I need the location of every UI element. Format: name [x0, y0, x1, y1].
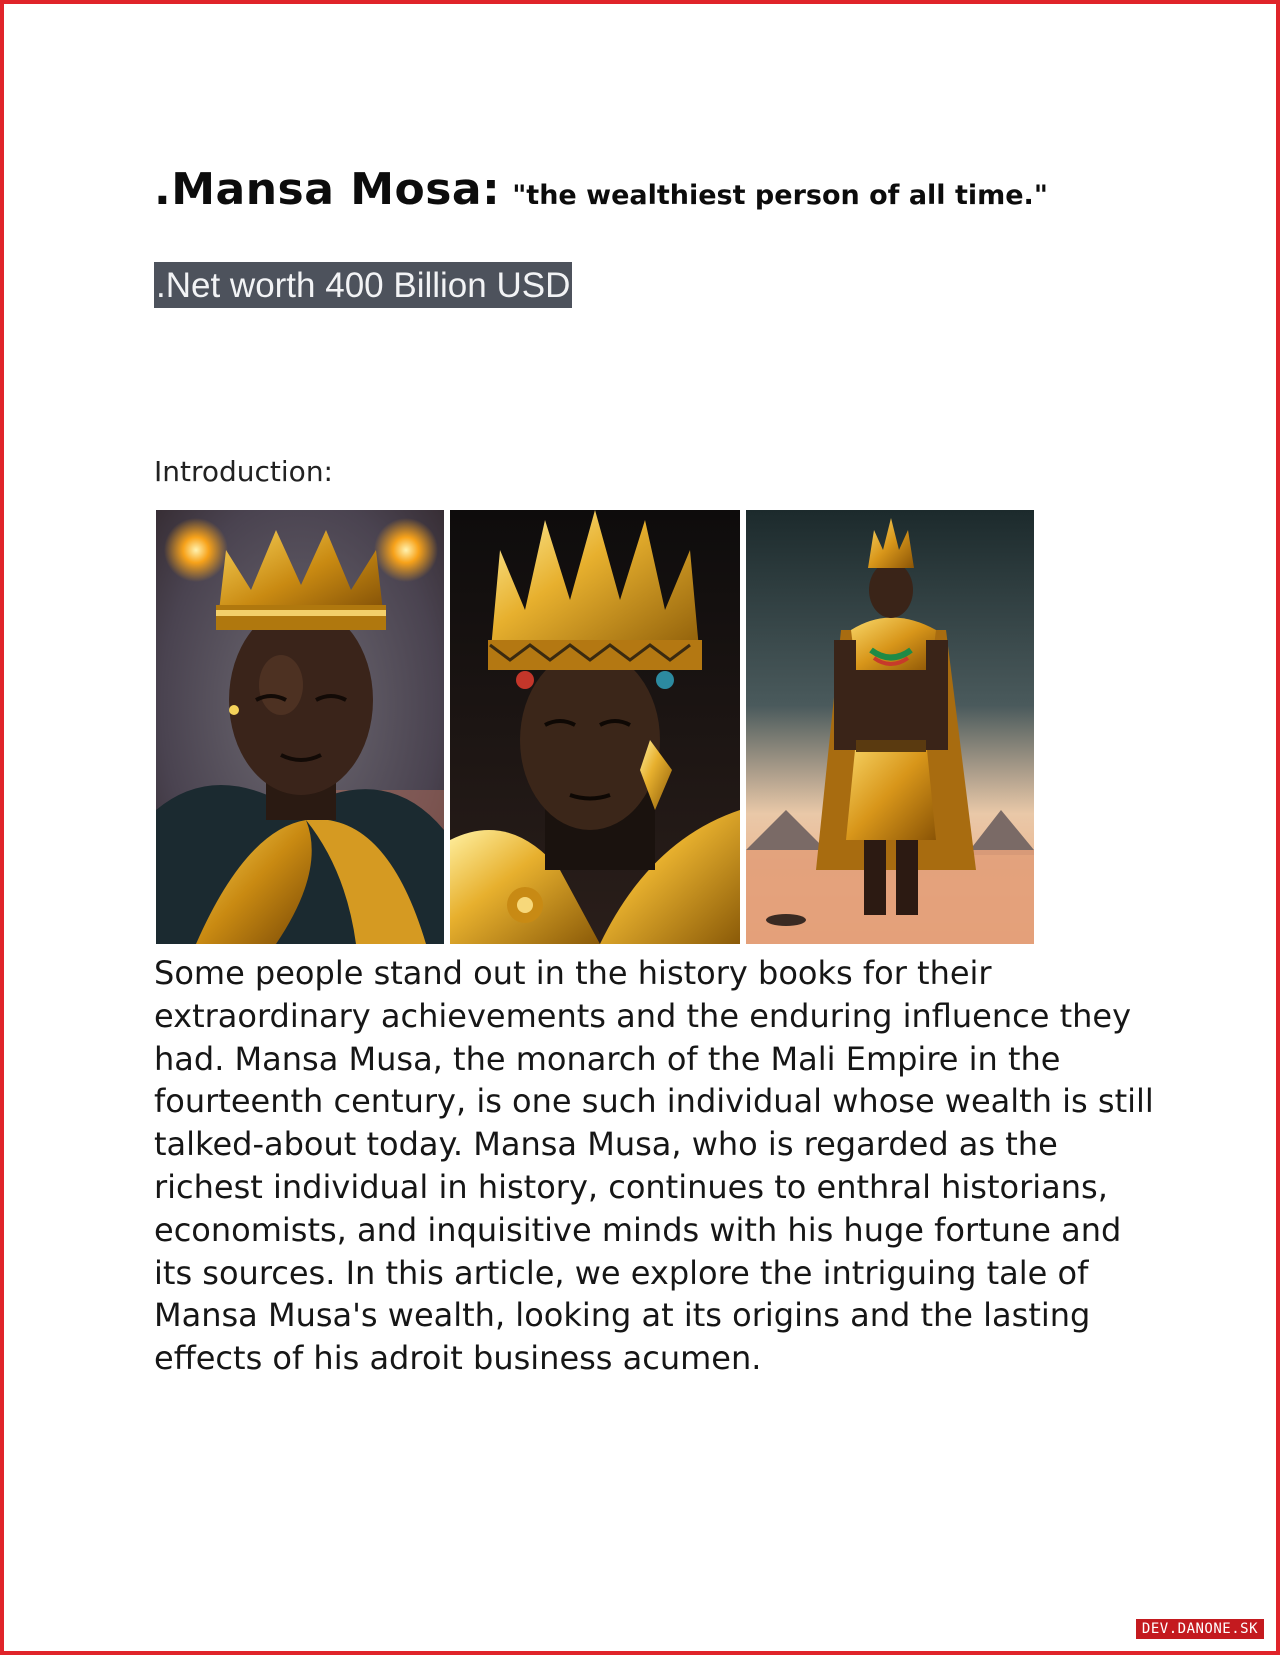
king-standing-desert-image — [746, 510, 1034, 944]
section-label: Introduction: — [154, 455, 333, 488]
crowned-king-portrait-image — [156, 510, 444, 944]
page-title — [154, 164, 1048, 215]
title-name: .Mansa Mosa: — [154, 164, 501, 215]
watermark: DEV.DANONE.SK — [1136, 1619, 1264, 1639]
net-worth-highlight: .Net worth 400 Billion USD — [154, 262, 572, 308]
title-quote: "the wealthiest person of all time." — [512, 180, 1048, 211]
crowned-king-closeup-image — [450, 510, 740, 944]
article-paragraph: Some people stand out in the history books for their extraordinary achievements and the enduring influence they had. Mansa Musa, the monarch of the Mali Empire in the fourteenth century, is one such individual whose wealth is still talked-about today. Mansa Musa, who is regarded as the richest individual in history, continues to enthral historians, economists, and inquisitive minds with his huge fortune and its sources. In this article, we explore the intriguing tale of Mansa Musa's wealth, looking at its origins and the lasting effects of his adroit business acumen. — [154, 954, 1154, 1378]
